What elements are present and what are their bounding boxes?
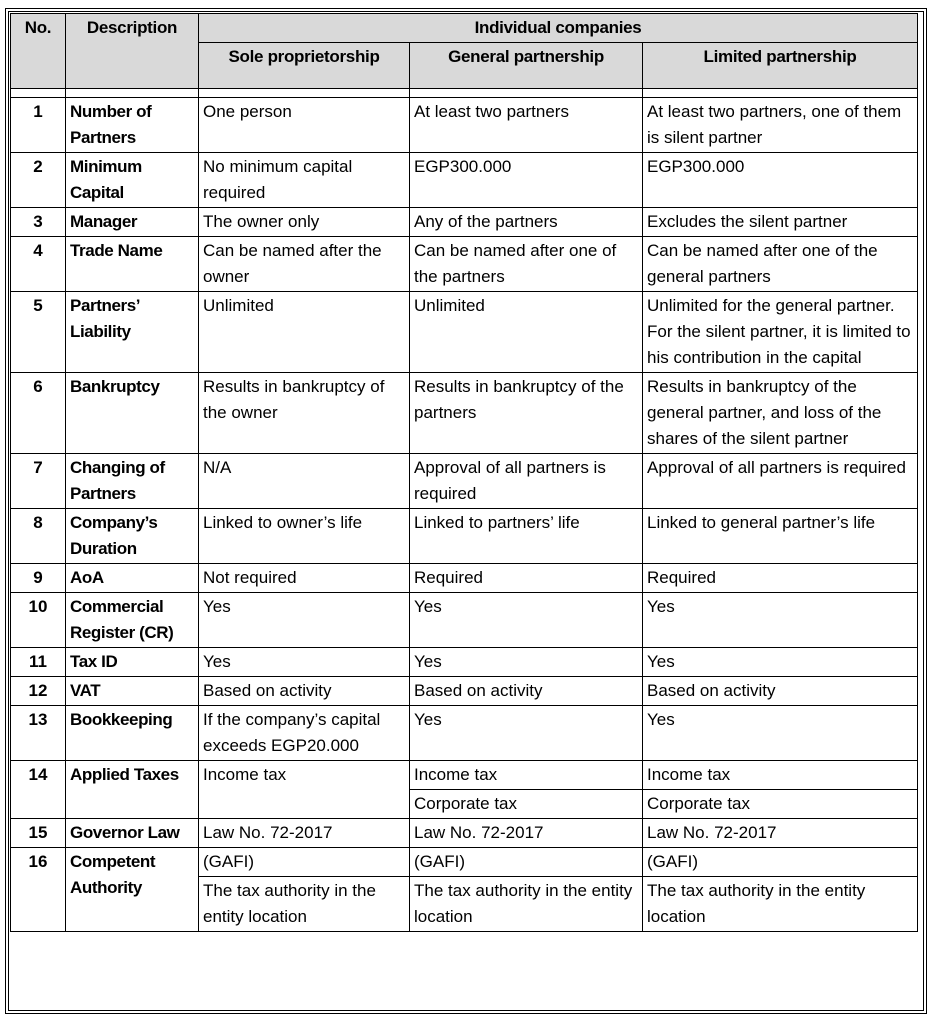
header-limited-partnership: Limited partnership [643,43,918,89]
header-spacer-row [11,89,918,98]
row-description: Minimum Capital [66,153,199,208]
spacer-cell [410,89,643,98]
row-description: Tax ID [66,648,199,677]
cell-general-partnership: Law No. 72-2017 [410,819,643,848]
row-description: Bookkeeping [66,706,199,761]
cell-sole-proprietorship: Based on activity [199,677,410,706]
row-description: Company’s Duration [66,509,199,564]
cell-sole-proprietorship: Yes [199,593,410,648]
cell-general-partnership: Corporate tax [410,790,643,819]
table-row [11,677,918,706]
company-types-table [10,13,918,932]
cell-general-partnership: EGP300.000 [410,153,643,208]
cell-sole-proprietorship: One person [199,98,410,153]
row-number: 15 [11,819,66,848]
row-description: Applied Taxes [66,761,199,819]
row-number: 16 [11,848,66,932]
row-description: Trade Name [66,237,199,292]
table-row [11,706,918,761]
row-number: 3 [11,208,66,237]
row-number: 4 [11,237,66,292]
cell-general-partnership: Results in bankruptcy of the partners [410,373,643,454]
table-row [11,819,918,848]
row-description: VAT [66,677,199,706]
table-row [11,848,918,877]
cell-limited-partnership: The tax authority in the entity location [643,877,918,932]
cell-limited-partnership: Unlimited for the general partner. For the silent partner, it is limited to his contribution in the capital [643,292,918,373]
cell-sole-proprietorship: Yes [199,648,410,677]
cell-general-partnership: The tax authority in the entity location [410,877,643,932]
cell-general-partnership: Can be named after one of the partners [410,237,643,292]
cell-general-partnership: (GAFI) [410,848,643,877]
cell-general-partnership: Based on activity [410,677,643,706]
row-number: 7 [11,454,66,509]
cell-general-partnership: Yes [410,706,643,761]
cell-limited-partnership: Required [643,564,918,593]
cell-general-partnership: Yes [410,593,643,648]
row-number: 9 [11,564,66,593]
row-number: 6 [11,373,66,454]
row-number: 8 [11,509,66,564]
table-body [11,89,918,761]
cell-sole-proprietorship: Results in bankruptcy of the owner [199,373,410,454]
cell-sole-proprietorship: Law No. 72-2017 [199,819,410,848]
cell-general-partnership: Linked to partners’ life [410,509,643,564]
row-description: Number of Partners [66,98,199,153]
cell-limited-partnership: Law No. 72-2017 [643,819,918,848]
cell-sole-proprietorship: Can be named after the owner [199,237,410,292]
row-number: 14 [11,761,66,819]
row-description: Bankruptcy [66,373,199,454]
header-individual-companies: Individual companies [199,14,918,43]
cell-sole-proprietorship: The owner only [199,208,410,237]
row-number: 11 [11,648,66,677]
cell-general-partnership: Approval of all partners is required [410,454,643,509]
row-description: Partners’ Liability [66,292,199,373]
cell-limited-partnership: Can be named after one of the general partners [643,237,918,292]
cell-limited-partnership: Linked to general partner’s life [643,509,918,564]
cell-limited-partnership: Yes [643,648,918,677]
cell-sole-proprietorship: Linked to owner’s life [199,509,410,564]
cell-sole-proprietorship: Not required [199,564,410,593]
row-number: 5 [11,292,66,373]
header-general-partnership: General partnership [410,43,643,89]
cell-limited-partnership: Corporate tax [643,790,918,819]
cell-general-partnership: Unlimited [410,292,643,373]
spacer-cell [66,89,199,98]
cell-limited-partnership: Yes [643,593,918,648]
spacer-cell [11,89,66,98]
table-row [11,237,918,292]
spacer-cell [199,89,410,98]
cell-limited-partnership: At least two partners, one of them is silent partner [643,98,918,153]
header-description: Description [66,14,199,89]
row-description: Commercial Register (CR) [66,593,199,648]
spacer-cell [643,89,918,98]
row-number: 2 [11,153,66,208]
cell-limited-partnership: Yes [643,706,918,761]
cell-general-partnership: Income tax [410,761,643,790]
row-description: Governor Law [66,819,199,848]
header-row-group [11,14,918,43]
header-sole-proprietorship: Sole proprietorship [199,43,410,89]
cell-limited-partnership: Approval of all partners is required [643,454,918,509]
row-number: 1 [11,98,66,153]
table-row [11,98,918,153]
cell-limited-partnership: Based on activity [643,677,918,706]
cell-sole-proprietorship: The tax authority in the entity location [199,877,410,932]
cell-sole-proprietorship: (GAFI) [199,848,410,877]
cell-sole-proprietorship: Income tax [199,761,410,819]
cell-sole-proprietorship: If the company’s capital exceeds EGP20.000 [199,706,410,761]
table-row [11,373,918,454]
cell-limited-partnership: (GAFI) [643,848,918,877]
row-number: 10 [11,593,66,648]
table-row [11,208,918,237]
cell-limited-partnership: Excludes the silent partner [643,208,918,237]
table-row [11,292,918,373]
table-row [11,761,918,790]
row-number: 13 [11,706,66,761]
table-row [11,564,918,593]
row-number: 12 [11,677,66,706]
table-row [11,593,918,648]
cell-general-partnership: Required [410,564,643,593]
cell-sole-proprietorship: No minimum capital required [199,153,410,208]
cell-sole-proprietorship: N/A [199,454,410,509]
row-description: AoA [66,564,199,593]
cell-general-partnership: Yes [410,648,643,677]
header-no: No. [11,14,66,89]
row-description: Manager [66,208,199,237]
cell-limited-partnership: EGP300.000 [643,153,918,208]
cell-limited-partnership: Income tax [643,761,918,790]
cell-sole-proprietorship: Unlimited [199,292,410,373]
cell-limited-partnership: Results in bankruptcy of the general partner, and loss of the shares of the silent partner [643,373,918,454]
table-row [11,648,918,677]
row-description: Competent Authority [66,848,199,932]
cell-general-partnership: At least two partners [410,98,643,153]
table-row [11,454,918,509]
cell-general-partnership: Any of the partners [410,208,643,237]
table-row [11,153,918,208]
table-row [11,509,918,564]
row-description: Changing of Partners [66,454,199,509]
